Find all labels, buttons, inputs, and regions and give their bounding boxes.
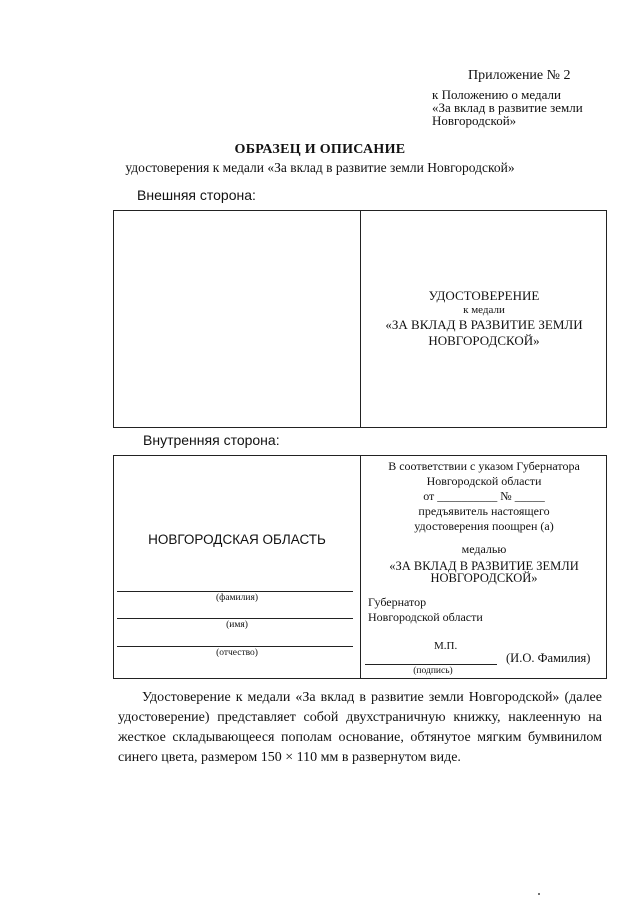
surname-caption: (фамилия) (216, 593, 258, 603)
patronymic-line (117, 646, 353, 647)
signature-line (365, 664, 497, 665)
medal-name-line: «ЗА ВКЛАД В РАЗВИТИЕ ЗЕМЛИ (385, 317, 583, 332)
signature-caption: (подпись) (413, 666, 453, 676)
outer-fold-divider (360, 210, 361, 428)
governor-title (368, 595, 483, 625)
inner-medal-name (362, 560, 606, 584)
outer-side-label: Внешняя сторона: (137, 187, 256, 203)
appendix-line: «За вклад в развитие земли (432, 100, 583, 115)
stamp-place: М.П. (434, 640, 458, 652)
medal-name-line: НОВГОРОДСКОЙ» (428, 333, 540, 348)
decree-line: В соответствии с указом Губернатора (388, 459, 580, 473)
appendix-line: Новгородской» (432, 113, 517, 128)
appendix-number: Приложение № 2 (468, 68, 571, 83)
document-subtitle: удостоверения к медали «За вклад в развитие земли Новгородской» (125, 160, 515, 175)
decree-date-line: от __________ № _____ (423, 489, 545, 503)
appendix-line: к Положению о медали (432, 87, 561, 102)
surname-line (117, 591, 353, 592)
inner-fold-divider (360, 455, 361, 679)
governor-line: Губернатор (368, 595, 427, 609)
inner-side-label: Внутренняя сторона: (143, 432, 280, 448)
name-line (117, 618, 353, 619)
governor-line: Новгородской области (368, 610, 483, 624)
outer-cover-text (362, 288, 606, 349)
signature-name-placeholder: (И.О. Фамилия) (506, 651, 591, 665)
description-paragraph: Удостоверение к медали «За вклад в развитие земли Новгородской» (далее удостоверение) представляет собой двухстраничную книжку, наклеенную на жесткое складывающееся пополам основание, обтянутое мягким бумвинилом синего цвета, размером 150 × 110 мм в развернутом виде. (118, 690, 602, 765)
page-mark (538, 893, 540, 895)
bearer-line: удостоверения поощрен (а) (414, 519, 554, 533)
medal-word: медалью (461, 542, 507, 556)
bearer-line: предъявитель настоящего (418, 504, 550, 518)
appendix-reference (432, 88, 583, 127)
decree-line: Новгородской области (426, 474, 542, 488)
name-caption: (имя) (226, 620, 248, 630)
certificate-word: УДОСТОВЕРЕНИЕ (428, 288, 540, 303)
document-title: ОБРАЗЕЦ И ОПИСАНИЕ (234, 142, 406, 157)
medal-name-line: «ЗА ВКЛАД В РАЗВИТИЕ ЗЕМЛИ (389, 559, 579, 573)
region-name: НОВГОРОДСКАЯ ОБЛАСТЬ (148, 532, 326, 547)
decree-text (362, 459, 606, 557)
medal-name-line: НОВГОРОДСКОЙ» (430, 571, 538, 585)
patronymic-caption: (отчество) (216, 648, 258, 658)
to-medal: к медали (463, 304, 505, 316)
